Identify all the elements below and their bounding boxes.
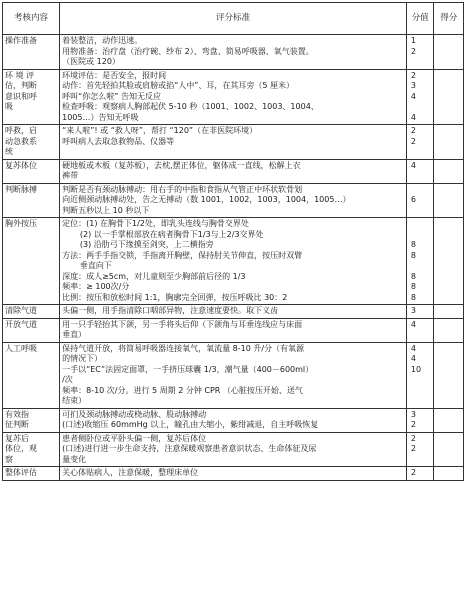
table-row xyxy=(3,432,464,467)
item-cell xyxy=(3,35,60,70)
table-row xyxy=(3,35,464,70)
table-row xyxy=(3,125,464,160)
header-got: 得分 xyxy=(434,3,464,35)
standard-line: 判断五秒以上 10 秒以下 xyxy=(62,205,150,215)
score-value xyxy=(409,57,432,68)
item-label: 吸 xyxy=(5,102,13,111)
score-cell xyxy=(406,125,434,160)
score-value: 4 xyxy=(410,319,416,329)
item-label: 开放气道 xyxy=(5,319,37,329)
table-row xyxy=(3,305,464,319)
score-value: 8 xyxy=(410,282,416,291)
item-label: 征判断 xyxy=(5,420,29,429)
standard-line: 头偏一侧，用手指清除口咽部异物，注意速度要快。取下义齿 xyxy=(62,306,279,315)
standard-line: 用一只手轻抬其下颌，另一手将头后仰（下颌角与耳垂连线应与床面 xyxy=(62,319,303,329)
score-value: 6 xyxy=(410,195,416,204)
item-cell xyxy=(3,432,60,467)
item-cell xyxy=(3,408,60,432)
scoring-table xyxy=(2,2,464,481)
table-header-row xyxy=(3,3,464,35)
score-value xyxy=(409,261,432,272)
score-value xyxy=(409,396,432,407)
item-label: 呼救，启 xyxy=(5,126,37,135)
standard-line: 硬地板或木板（复苏板），去枕,摆正体位，躯体成一直线，松解上衣 xyxy=(62,160,301,170)
item-label: 整体评估 xyxy=(5,468,37,477)
standard-line: 患者侧卧位或平卧头偏一侧，复苏后体位 xyxy=(62,433,207,443)
item-cell xyxy=(3,318,60,342)
got-score-cell[interactable] xyxy=(434,305,464,319)
score-value: 4 xyxy=(410,354,416,363)
score-cell xyxy=(406,305,434,319)
standard-cell xyxy=(60,69,407,125)
score-value xyxy=(409,185,432,196)
score-value xyxy=(409,219,432,230)
got-score-cell[interactable] xyxy=(434,432,464,467)
standard-line: 关心体贴病人，注意保暖，整理床单位 xyxy=(62,468,199,477)
standard-cell xyxy=(60,342,407,408)
standard-line: 呼叫病人去取急救物品、仪器等 xyxy=(62,136,175,146)
standard-line: 一手以“EC”法固定面罩，一手挤压球囊 1/3，潮气量（400－600ml） xyxy=(62,364,314,374)
score-value: 4 xyxy=(410,343,416,353)
standard-line: 用物准备：治疗盘（治疗碗、纱布 2）、弯盘、简易呼吸器、氧气装置。 xyxy=(62,46,314,56)
standard-line: 判断是否有颈动脉搏动：用右手的中指和食指从气管正中环状软骨划 xyxy=(62,184,303,194)
standard-line: 检查呼吸：观察病人胸部起伏 5-10 秒（1001、1002、1003、1004、 xyxy=(62,102,319,111)
item-label: 判断脉搏 xyxy=(5,184,37,194)
item-cell xyxy=(3,342,60,408)
item-label: 统 xyxy=(5,147,13,156)
item-label: 操作准备 xyxy=(5,36,37,45)
score-value xyxy=(409,230,432,241)
item-cell xyxy=(3,183,60,218)
score-value: 2 xyxy=(410,420,416,429)
item-cell xyxy=(3,467,60,481)
header-standard: 评分标准 xyxy=(60,3,407,35)
table-row xyxy=(3,183,464,218)
standard-line: 向近侧颈动脉搏动处，告之无搏动（数 1001，1002，1003，1004，1005…） xyxy=(62,195,351,204)
table-row xyxy=(3,342,464,408)
standard-line: 定位：(1) 在胸骨下1/2处，即乳头连线与胸骨交界处 xyxy=(62,219,249,228)
got-score-cell[interactable] xyxy=(434,183,464,218)
standard-cell xyxy=(60,305,407,319)
score-value: 8 xyxy=(410,292,416,302)
item-cell xyxy=(3,218,60,305)
table-row xyxy=(3,159,464,183)
score-cell xyxy=(406,318,434,342)
score-value: 8 xyxy=(410,250,416,260)
standard-cell xyxy=(60,467,407,481)
item-label: 复苏后 xyxy=(5,433,29,443)
score-value: 8 xyxy=(410,271,416,281)
item-cell xyxy=(3,305,60,319)
standard-line: “来人啦”! 或 “救人呀”，帮打 “120”（在非医院环境） xyxy=(62,126,258,135)
standard-line: 着装整洁，动作迅速。 xyxy=(62,36,143,45)
got-score-cell[interactable] xyxy=(434,69,464,125)
standard-line: 频率：≥ 100次/分 xyxy=(62,282,130,291)
standard-line: 保持气道开放，将简易呼吸器连接氧气，氧流量 8-10 升/分（有氧源 xyxy=(62,343,305,353)
got-score-cell[interactable] xyxy=(434,125,464,160)
score-cell xyxy=(406,342,434,408)
score-value: 3 xyxy=(410,81,416,90)
score-value: 8 xyxy=(410,240,416,249)
standard-line: 方法：两手手指交锁，手指离开胸壁，保持肘关节伸直，按压时双臂 xyxy=(62,250,303,260)
standard-cell xyxy=(60,183,407,218)
item-label: 估，判断 xyxy=(5,81,37,90)
score-value: 4 xyxy=(410,91,416,101)
standard-line: (3) 沿肋弓下缘摸至剑突，上二横指旁 xyxy=(62,240,214,249)
standard-line: 结束） xyxy=(62,396,87,405)
got-score-cell[interactable] xyxy=(434,218,464,305)
standard-line: (口述)进行进一步生命支持，注意保暖观察患者意识状态、生命体征及尿 xyxy=(62,444,317,453)
header-item: 考核内容 xyxy=(3,3,60,35)
score-cell xyxy=(406,159,434,183)
item-label: 意识和呼 xyxy=(5,91,37,101)
standard-line: 可扪及颈动脉搏动或桡动脉、股动脉搏动 xyxy=(62,409,207,419)
standard-line: (2) 以一手掌根部放在病者胸骨下1/3与上2/3交界处 xyxy=(62,229,264,239)
score-value xyxy=(409,102,432,113)
score-value xyxy=(409,330,432,341)
score-cell xyxy=(406,408,434,432)
standard-line: 垂直） xyxy=(62,330,87,339)
item-cell xyxy=(3,69,60,125)
got-score-cell[interactable] xyxy=(434,35,464,70)
standard-line: 动作：首先轻拍其脸或肩膀或掐“人中”、耳，在其耳旁（5 厘米） xyxy=(62,81,295,90)
item-label: 察 xyxy=(5,454,13,464)
table-row xyxy=(3,218,464,305)
standard-cell xyxy=(60,318,407,342)
got-score-cell[interactable] xyxy=(434,408,464,432)
score-value: 2 xyxy=(410,46,416,56)
score-value: 2 xyxy=(410,468,416,477)
score-cell xyxy=(406,432,434,467)
score-value: 2 xyxy=(410,126,416,135)
score-value xyxy=(409,386,432,397)
score-value: 3 xyxy=(410,306,416,315)
standard-line: 比例：按压和放松时间 1:1，胸廓完全回弹，按压呼吸比 30：2 xyxy=(62,292,288,302)
score-value xyxy=(409,375,432,386)
standard-line: 深度：成人≥5cm，对儿童则至少胸部前后径的 1/3 xyxy=(62,271,246,281)
standard-line: 频率：8-10 次/分。进行 5 周期 2 分钟 CPR （心脏按压开始、送气 xyxy=(62,385,303,395)
item-label: 人工呼吸 xyxy=(5,343,37,353)
score-value: 4 xyxy=(410,112,416,122)
standard-cell xyxy=(60,159,407,183)
standard-line: 1005…）告知无呼吸 xyxy=(62,112,139,122)
table-row xyxy=(3,318,464,342)
score-value xyxy=(409,455,432,466)
item-cell xyxy=(3,125,60,160)
standard-line: 量变化 xyxy=(62,454,87,464)
score-value: 2 xyxy=(410,444,416,453)
score-cell xyxy=(406,218,434,305)
standard-cell xyxy=(60,35,407,70)
standard-line: 环境评估：是否安全，报时间 xyxy=(62,70,167,80)
item-label: 有效指 xyxy=(5,409,29,419)
item-label: 复苏体位 xyxy=(5,160,37,170)
table-body xyxy=(3,35,464,481)
standard-cell xyxy=(60,432,407,467)
score-value: 10 xyxy=(410,364,422,374)
score-cell xyxy=(406,35,434,70)
item-label: 动急救系 xyxy=(5,136,37,146)
score-value: 1 xyxy=(410,36,416,45)
standard-line: (口述)收缩压 60mmHg 以上，瞳孔由大缩小，紫绀减退，自主呼吸恢复 xyxy=(62,420,319,429)
standard-line: /次 xyxy=(62,375,73,384)
standard-line: （医院或 120） xyxy=(62,57,120,66)
score-value: 4 xyxy=(410,160,416,170)
score-value: 2 xyxy=(410,433,416,443)
got-score-cell[interactable] xyxy=(434,159,464,183)
score-cell xyxy=(406,467,434,481)
got-score-cell[interactable] xyxy=(434,318,464,342)
item-label: 胸外按压 xyxy=(5,219,37,228)
standard-cell xyxy=(60,218,407,305)
score-cell xyxy=(406,183,434,218)
item-cell xyxy=(3,159,60,183)
standard-cell xyxy=(60,408,407,432)
header-score: 分值 xyxy=(406,3,434,35)
score-value: 3 xyxy=(410,409,416,419)
standard-line: 垂直向下 xyxy=(62,261,112,270)
item-label: 体位，观 xyxy=(5,444,37,453)
score-value xyxy=(409,206,432,217)
table-row xyxy=(3,467,464,481)
standard-line: 呼叫“你怎么啦” 告知无反应 xyxy=(62,91,161,101)
got-score-cell[interactable] xyxy=(434,342,464,408)
score-cell xyxy=(406,69,434,125)
table-row xyxy=(3,408,464,432)
item-label: 环 境 评 xyxy=(5,70,35,80)
item-label: 清除气道 xyxy=(5,306,37,315)
table-row xyxy=(3,69,464,125)
standard-line: 的情况下） xyxy=(62,354,103,363)
score-value xyxy=(409,171,432,182)
score-value: 2 xyxy=(410,70,416,80)
standard-cell xyxy=(60,125,407,160)
standard-line: 裤带 xyxy=(62,171,79,180)
score-value: 2 xyxy=(410,136,416,146)
got-score-cell[interactable] xyxy=(434,467,464,481)
